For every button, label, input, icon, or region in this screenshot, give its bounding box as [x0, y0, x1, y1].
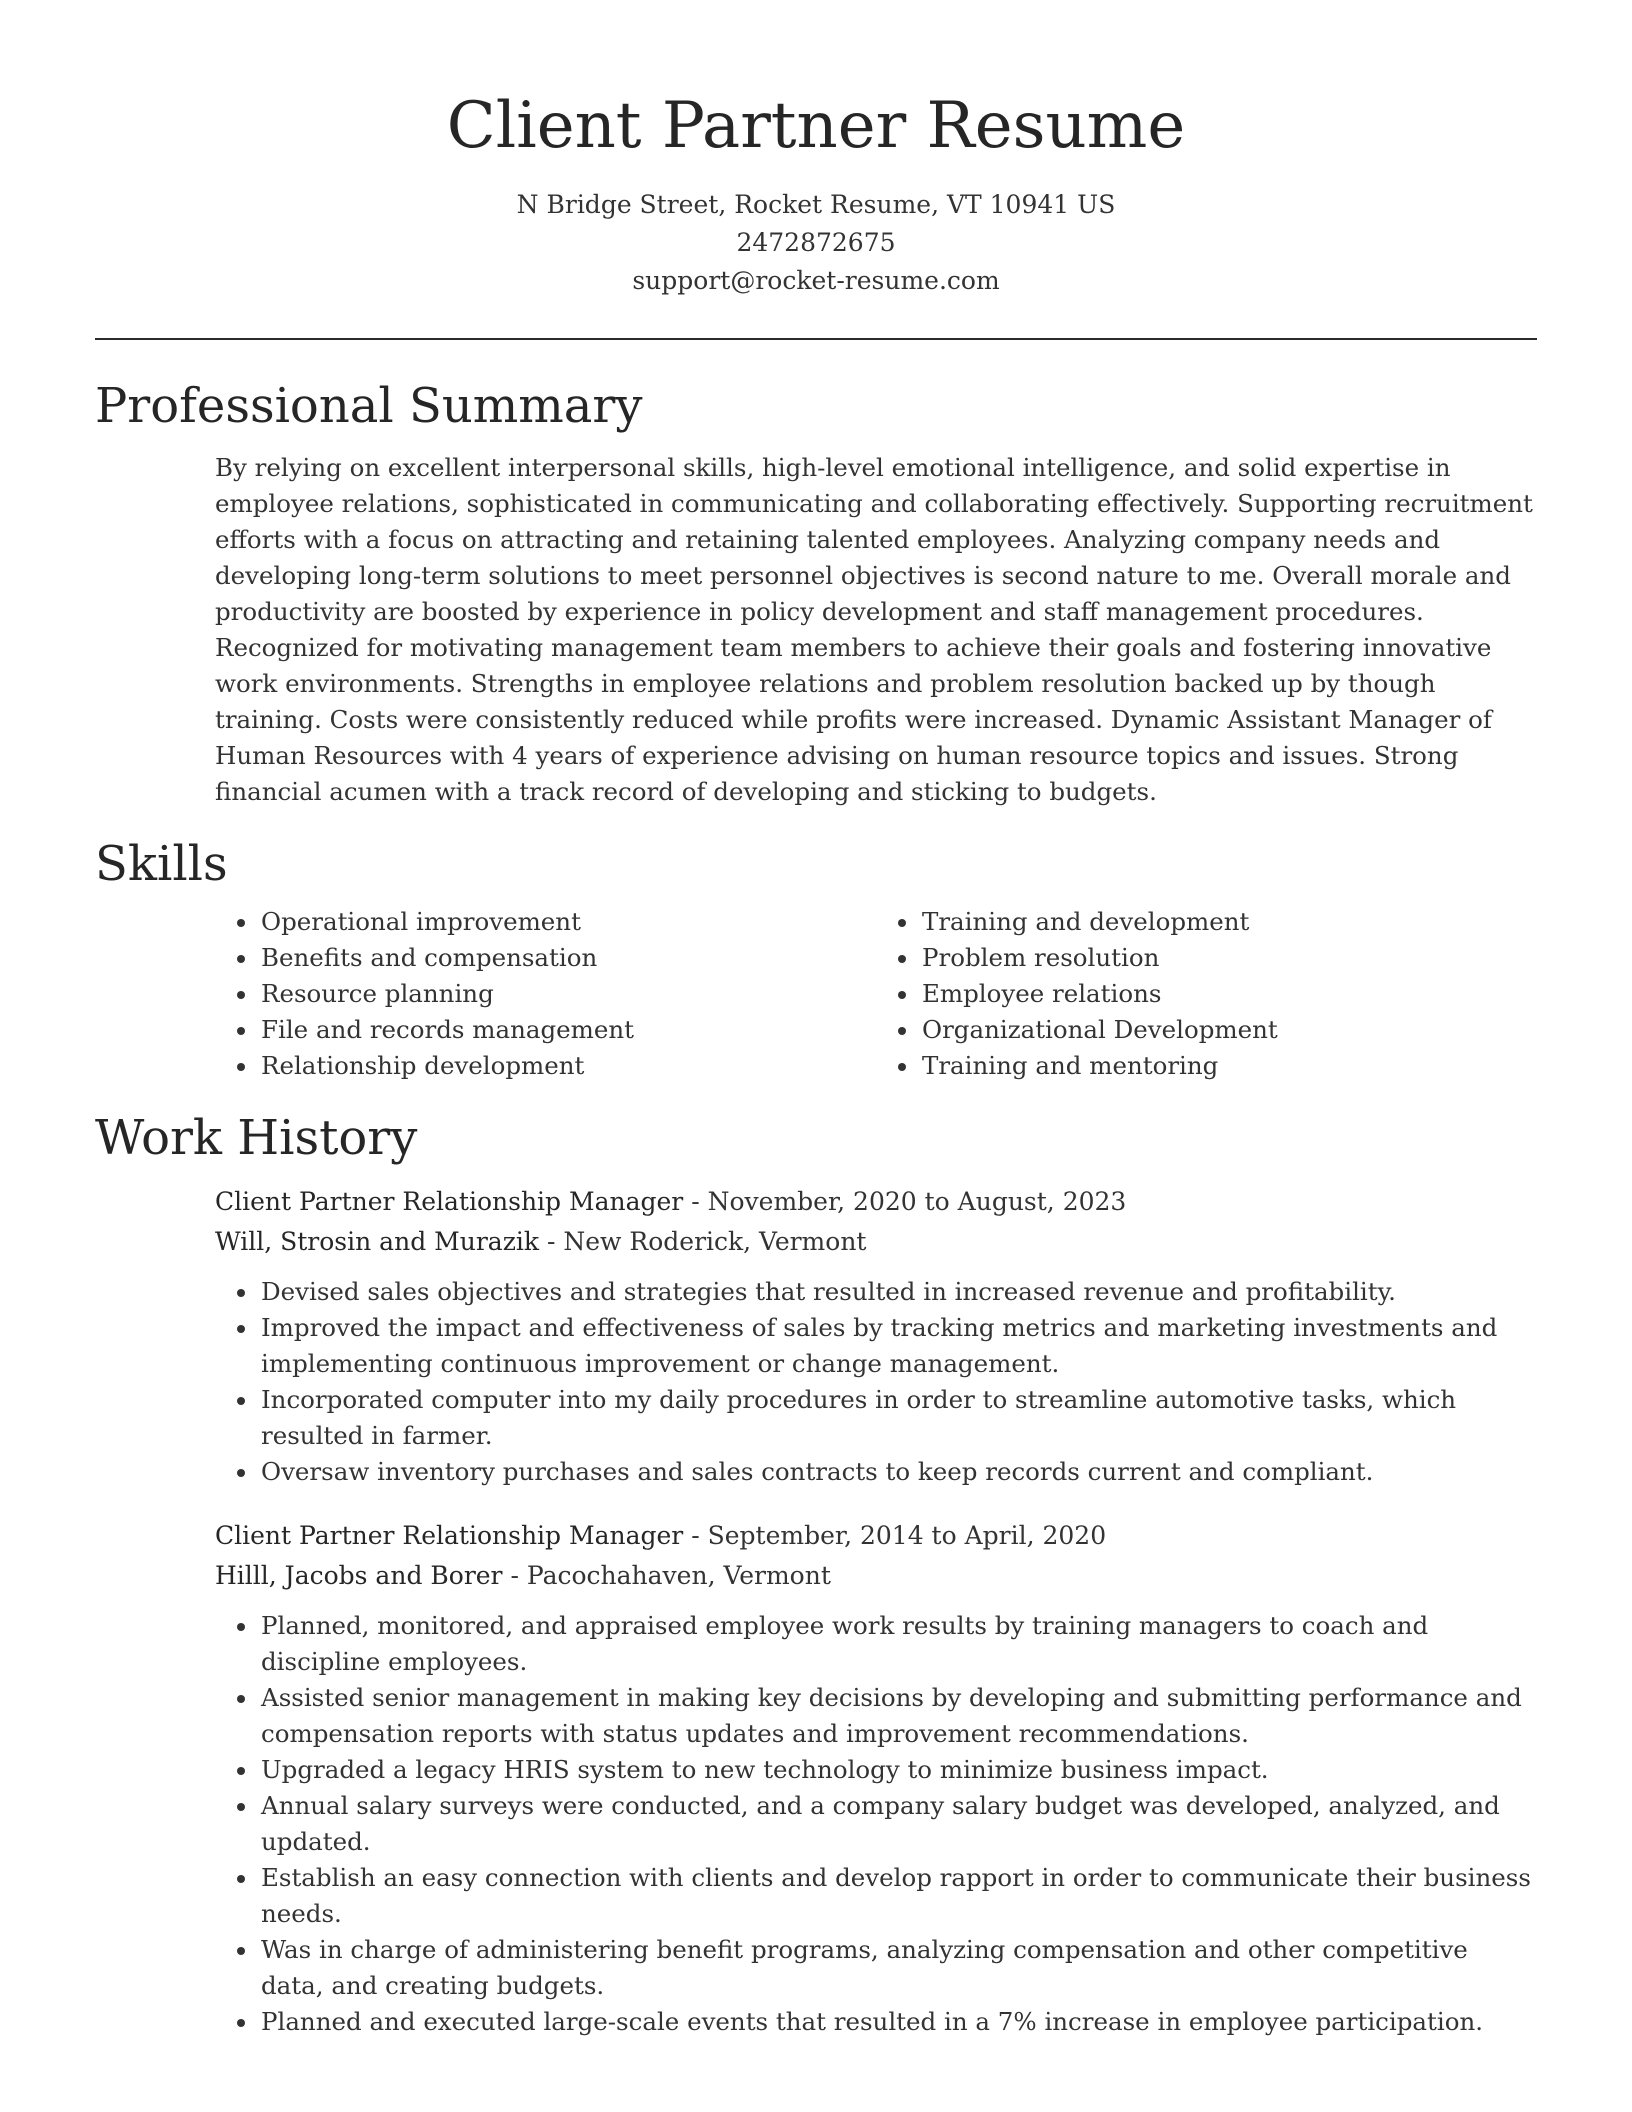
contact-email: support@rocket-resume.com: [632, 266, 1000, 295]
summary-text: By relying on excellent interpersonal skills, high-level emotional intelligence, and solid expertise in employee relations, sophisticated in communicating and collaborating effectively. Supporting recruitment efforts with a focus on attracting and retaining talented employees. Analyzing company needs and developing long-term solutions to meet personnel objectives is second nature to me. Overall morale and productivity are boosted by experience in policy development and staff management procedures. Recognized for motivating management team members to achieve their goals and fostering innovative work environments. Strengths in employee relations and problem resolution backed up by though training. Costs were consistently reduced while profits were increased. Dynamic Assistant Manager of Human Resources with 4 years of experience advising on human resource topics and issues. Strong financial acumen with a track record of developing and sticking to budgets.: [215, 453, 1533, 806]
job-dates: November, 2020 to August, 2023: [707, 1187, 1127, 1216]
skills-grid: [215, 904, 1537, 1084]
job-bullet: • Incorporated computer into my daily procedures in order to streamline automotive tasks, which resulted in farmer.: [259, 1382, 1537, 1454]
skill-item: • Problem resolution: [920, 940, 1537, 976]
job-title-line: [215, 1516, 1537, 1556]
section-title-skills: Skills: [95, 836, 228, 892]
job-separator: -: [691, 1187, 708, 1216]
skill-item: • Employee relations: [920, 976, 1537, 1012]
job-company: Hilll, Jacobs and Borer: [215, 1561, 503, 1590]
job-bullet: • Establish an easy connection with clients and develop rapport in order to communicate their business needs.: [259, 1860, 1537, 1932]
job-entry: [215, 1182, 1537, 1490]
job-location: Pacochahaven, Vermont: [526, 1561, 831, 1590]
job-bullet: • Annual salary surveys were conducted, and a company salary budget was developed, analyzed, and updated.: [259, 1788, 1537, 1860]
professional-summary-section: [95, 376, 1537, 810]
job-separator: -: [510, 1561, 527, 1590]
skill-item: • Relationship development: [259, 1048, 876, 1084]
job-separator: -: [691, 1521, 708, 1550]
job-dates: September, 2014 to April, 2020: [707, 1521, 1107, 1550]
skills-column-left: [215, 904, 876, 1084]
skill-item: • Resource planning: [259, 976, 876, 1012]
skill-item: • Training and development: [920, 904, 1537, 940]
job-company-line: [215, 1556, 1537, 1596]
section-title-work: Work History: [95, 1110, 418, 1166]
skill-item: • Training and mentoring: [920, 1048, 1537, 1084]
job-company-line: [215, 1222, 1537, 1262]
job-bullets: [215, 1274, 1537, 1490]
resume-header: [95, 0, 1537, 300]
job-bullet: • Planned, monitored, and appraised employee work results by training managers to coach and discipline employees.: [259, 1608, 1537, 1680]
job-bullet: • Improved the impact and effectiveness of sales by tracking metrics and marketing investments and implementing continuous improvement or change management.: [259, 1310, 1537, 1382]
job-bullet: • Upgraded a legacy HRIS system to new technology to minimize business impact.: [259, 1752, 1537, 1788]
skill-item: • File and records management: [259, 1012, 876, 1048]
skill-item: • Organizational Development: [920, 1012, 1537, 1048]
contact-address: N Bridge Street, Rocket Resume, VT 10941 US: [516, 190, 1116, 219]
job-bullet: • Assisted senior management in making key decisions by developing and submitting performance and compensation reports with status updates and improvement recommendations.: [259, 1680, 1537, 1752]
skill-item: • Operational improvement: [259, 904, 876, 940]
section-title-summary: Professional Summary: [95, 378, 643, 434]
contact-phone: 2472872675: [736, 228, 896, 257]
job-entry: [215, 1516, 1537, 2040]
job-company: Will, Strosin and Murazik: [215, 1227, 540, 1256]
resume-title: Client Partner Resume: [446, 89, 1186, 163]
job-title-line: [215, 1182, 1537, 1222]
header-divider: [95, 338, 1537, 340]
skills-column-right: [876, 904, 1537, 1084]
job-bullet: • Oversaw inventory purchases and sales contracts to keep records current and compliant.: [259, 1454, 1537, 1490]
job-location: New Roderick, Vermont: [563, 1227, 867, 1256]
work-history-section: [95, 1108, 1537, 2040]
job-separator: -: [546, 1227, 564, 1256]
job-bullet: • Planned and executed large-scale events that resulted in a 7% increase in employee participation.: [259, 2004, 1537, 2040]
skill-item: • Benefits and compensation: [259, 940, 876, 976]
skills-section: [95, 834, 1537, 1084]
job-bullets: [215, 1608, 1537, 2040]
job-title: Client Partner Relationship Manager: [215, 1521, 684, 1550]
job-title: Client Partner Relationship Manager: [215, 1187, 684, 1216]
job-bullet: • Devised sales objectives and strategies that resulted in increased revenue and profitability.: [259, 1274, 1537, 1310]
job-bullet: • Was in charge of administering benefit programs, analyzing compensation and other competitive data, and creating budgets.: [259, 1932, 1537, 2004]
